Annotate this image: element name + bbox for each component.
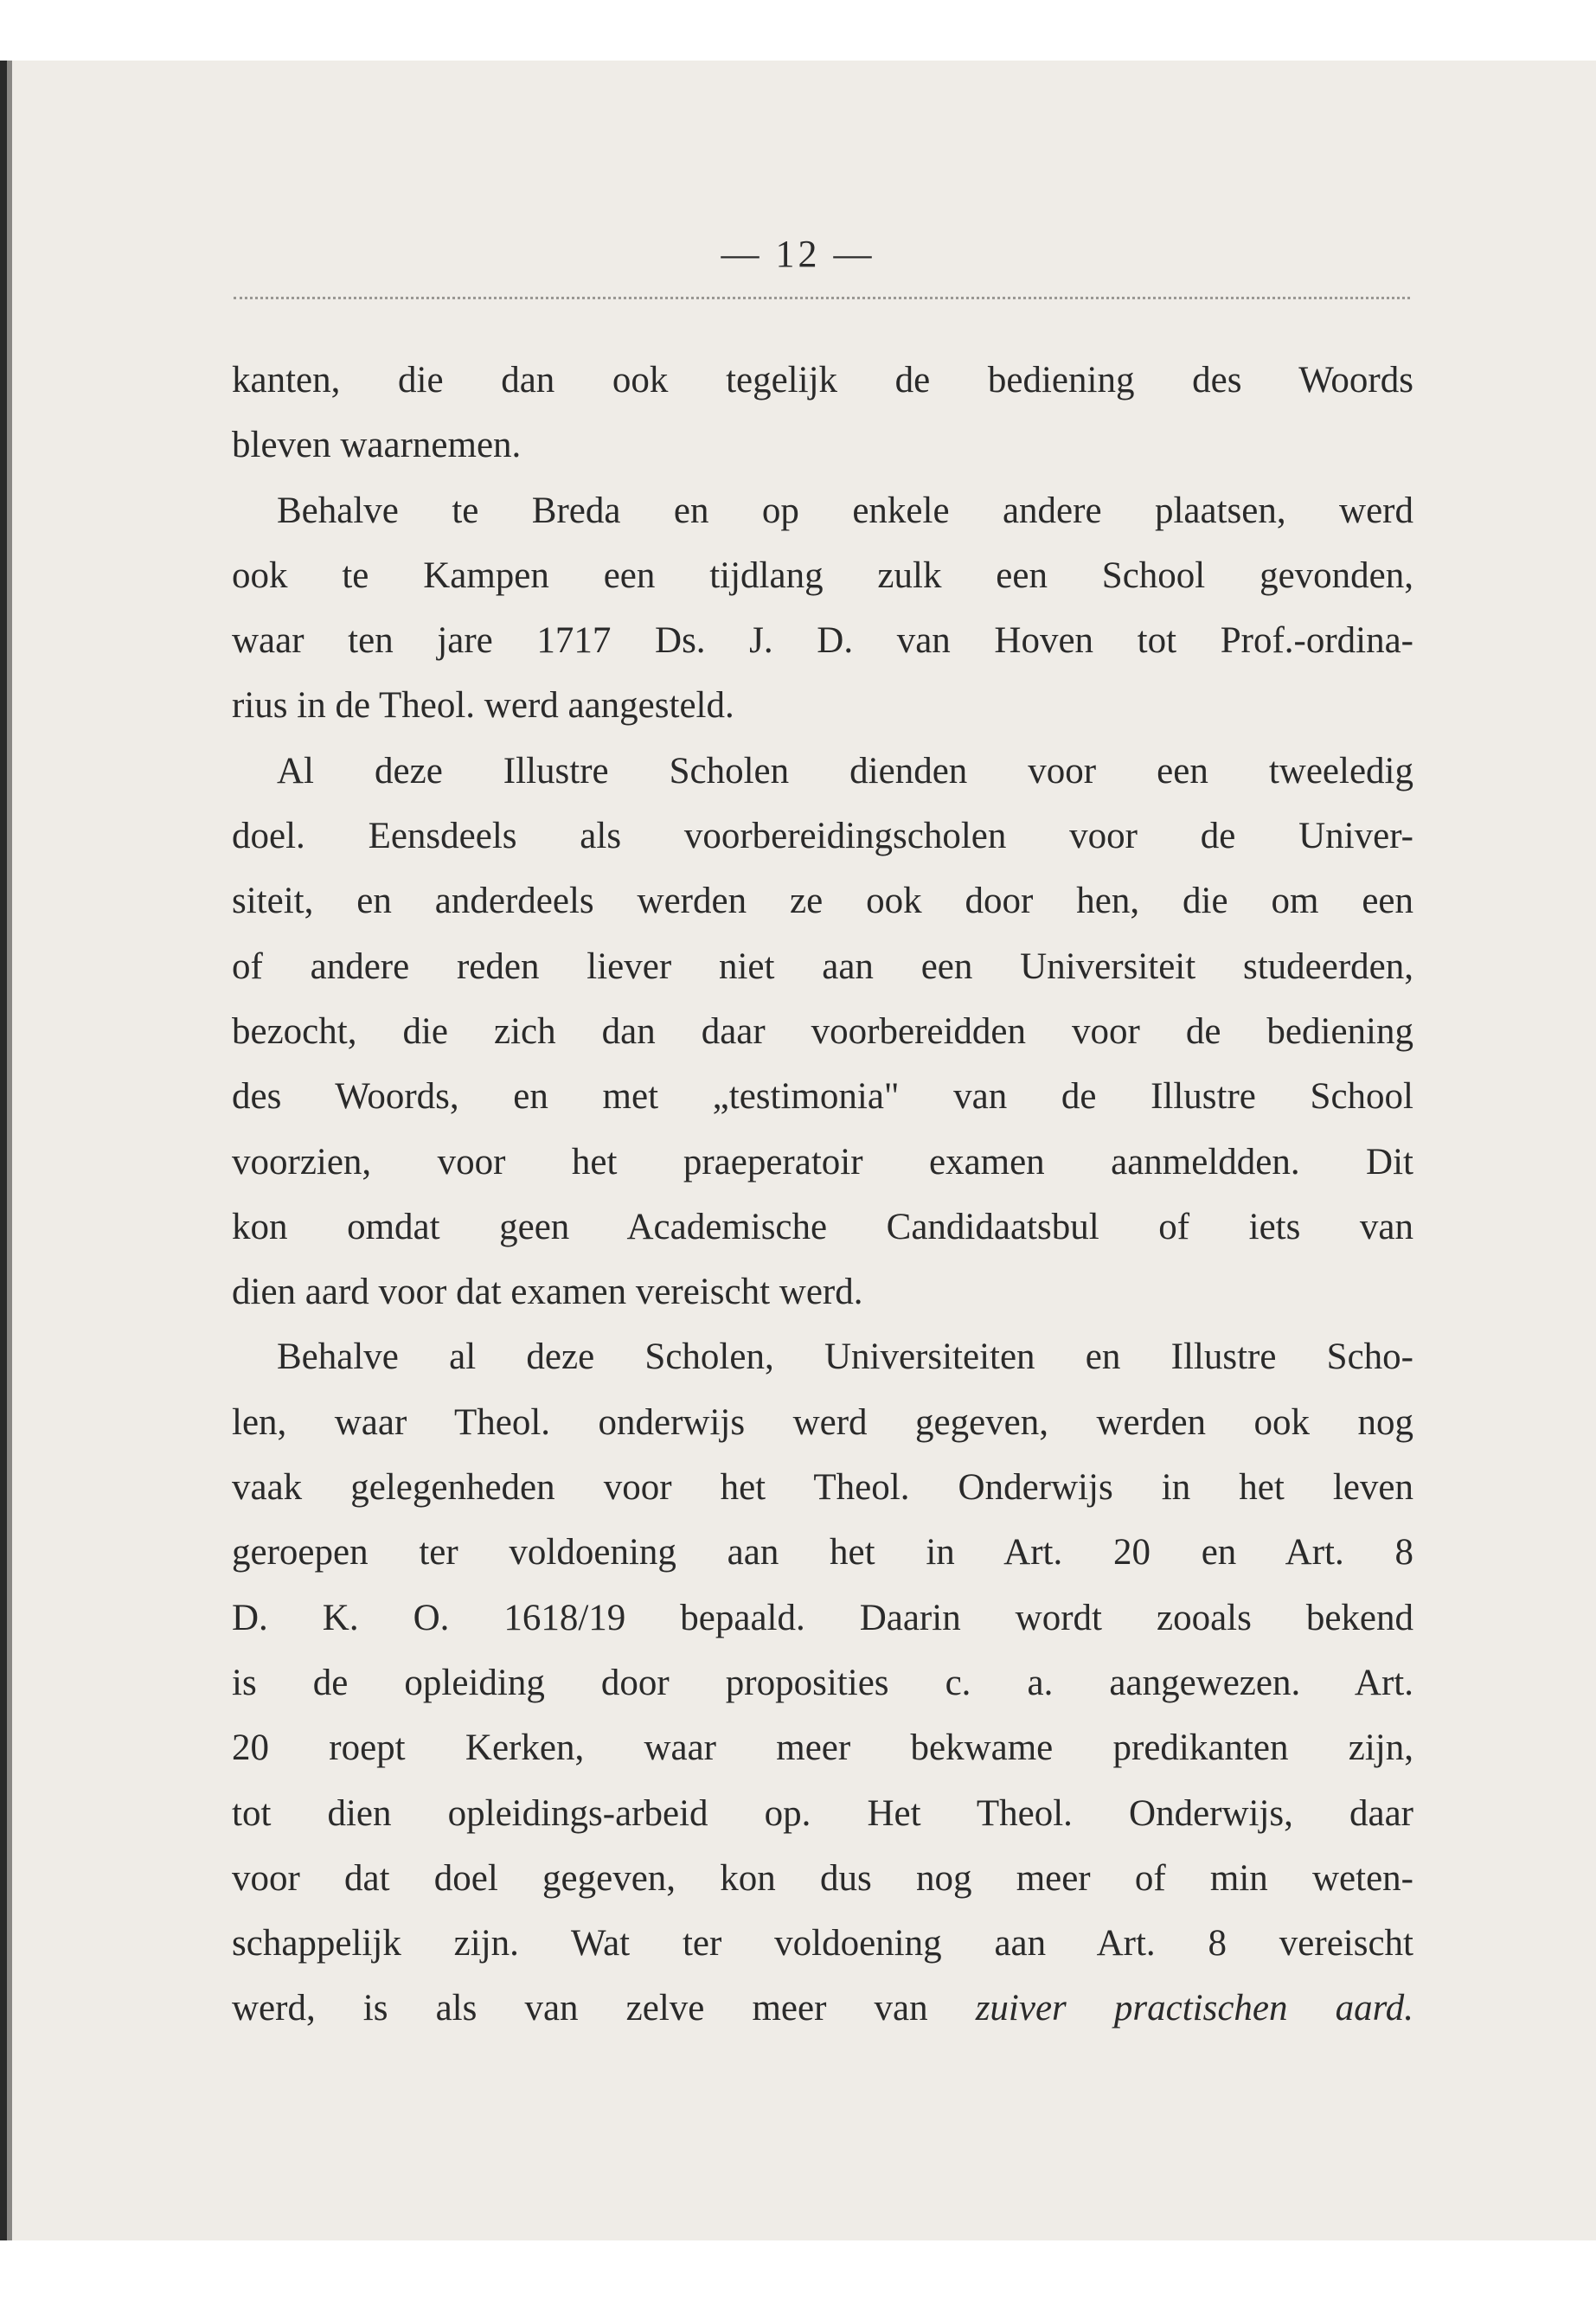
- text-line: vaak gelegenheden voor het Theol. Onderwijs in het leven: [232, 1467, 1413, 1509]
- text-line: bezocht, die zich dan daar voorbereidden voor de bediening: [232, 1010, 1413, 1052]
- text-line: rius in de Theol. werd aangesteld.: [232, 685, 734, 727]
- text-line-final: [232, 1976, 1413, 2041]
- text-line: kanten, die dan ook tegelijk de bediening des Woords: [232, 360, 1413, 401]
- page-edge-shadow: [0, 61, 7, 2240]
- header-rule: [234, 297, 1410, 299]
- text-line: is de opleiding door proposities c. a. aangewezen. Art.: [232, 1662, 1413, 1703]
- text-line: bleven waarnemen.: [232, 425, 522, 466]
- text-line: 20 roept Kerken, waar meer bekwame predikanten zijn,: [232, 1727, 1413, 1769]
- text-line: siteit, en anderdeels werden ze ook door hen, die om een: [232, 881, 1413, 922]
- text-line: Behalve al deze Scholen, Universiteiten en Illustre Scho-: [277, 1336, 1413, 1378]
- text-line: doel. Eensdeels als voorbereidingscholen voor de Univer-: [232, 816, 1413, 857]
- text-line: of andere reden liever niet aan een Universiteit studeerden,: [232, 945, 1413, 987]
- final-line-emphasis: zuiver practischen aard.: [975, 1988, 1414, 2029]
- text-line: schappelijk zijn. Wat ter voldoening aan Art. 8 vereischt: [232, 1923, 1413, 1965]
- text-line: tot dien opleidings-arbeid op. Het Theol. Onderwijs, daar: [232, 1792, 1413, 1834]
- text-line: voorzien, voor het praeperatoir examen aanmeldden. Dit: [232, 1141, 1413, 1183]
- final-line-text: werd, is als van zelve meer van: [232, 1988, 928, 2029]
- text-line: Behalve te Breda en op enkele andere plaatsen, werd: [277, 490, 1413, 531]
- text-line: kon omdat geen Academische Candidaatsbul of iets van: [232, 1206, 1413, 1247]
- page-number-header: — 12 —: [721, 233, 875, 275]
- text-line: voor dat doel gegeven, kon dus nog meer of min weten-: [232, 1857, 1413, 1899]
- text-line: waar ten jare 1717 Ds. J. D. van Hoven tot Prof.-ordina-: [232, 620, 1413, 662]
- text-line: ook te Kampen een tijdlang zulk een School gevonden,: [232, 554, 1413, 596]
- text-line: Al deze Illustre Scholen dienden voor een tweeledig: [277, 750, 1413, 792]
- text-line: des Woords, en met „testimonia" van de Illustre School: [232, 1076, 1413, 1118]
- text-line: dien aard voor dat examen vereischt werd.: [232, 1272, 863, 1313]
- body-text: [232, 348, 1413, 2041]
- text-line: D. K. O. 1618/19 bepaald. Daarin wordt zooals bekend: [232, 1597, 1413, 1638]
- text-line: geroepen ter voldoening aan het in Art. 20 en Art. 8: [232, 1532, 1413, 1574]
- page-edge-gutter: [7, 61, 12, 2240]
- text-line: len, waar Theol. onderwijs werd gegeven, werden ook nog: [232, 1401, 1413, 1443]
